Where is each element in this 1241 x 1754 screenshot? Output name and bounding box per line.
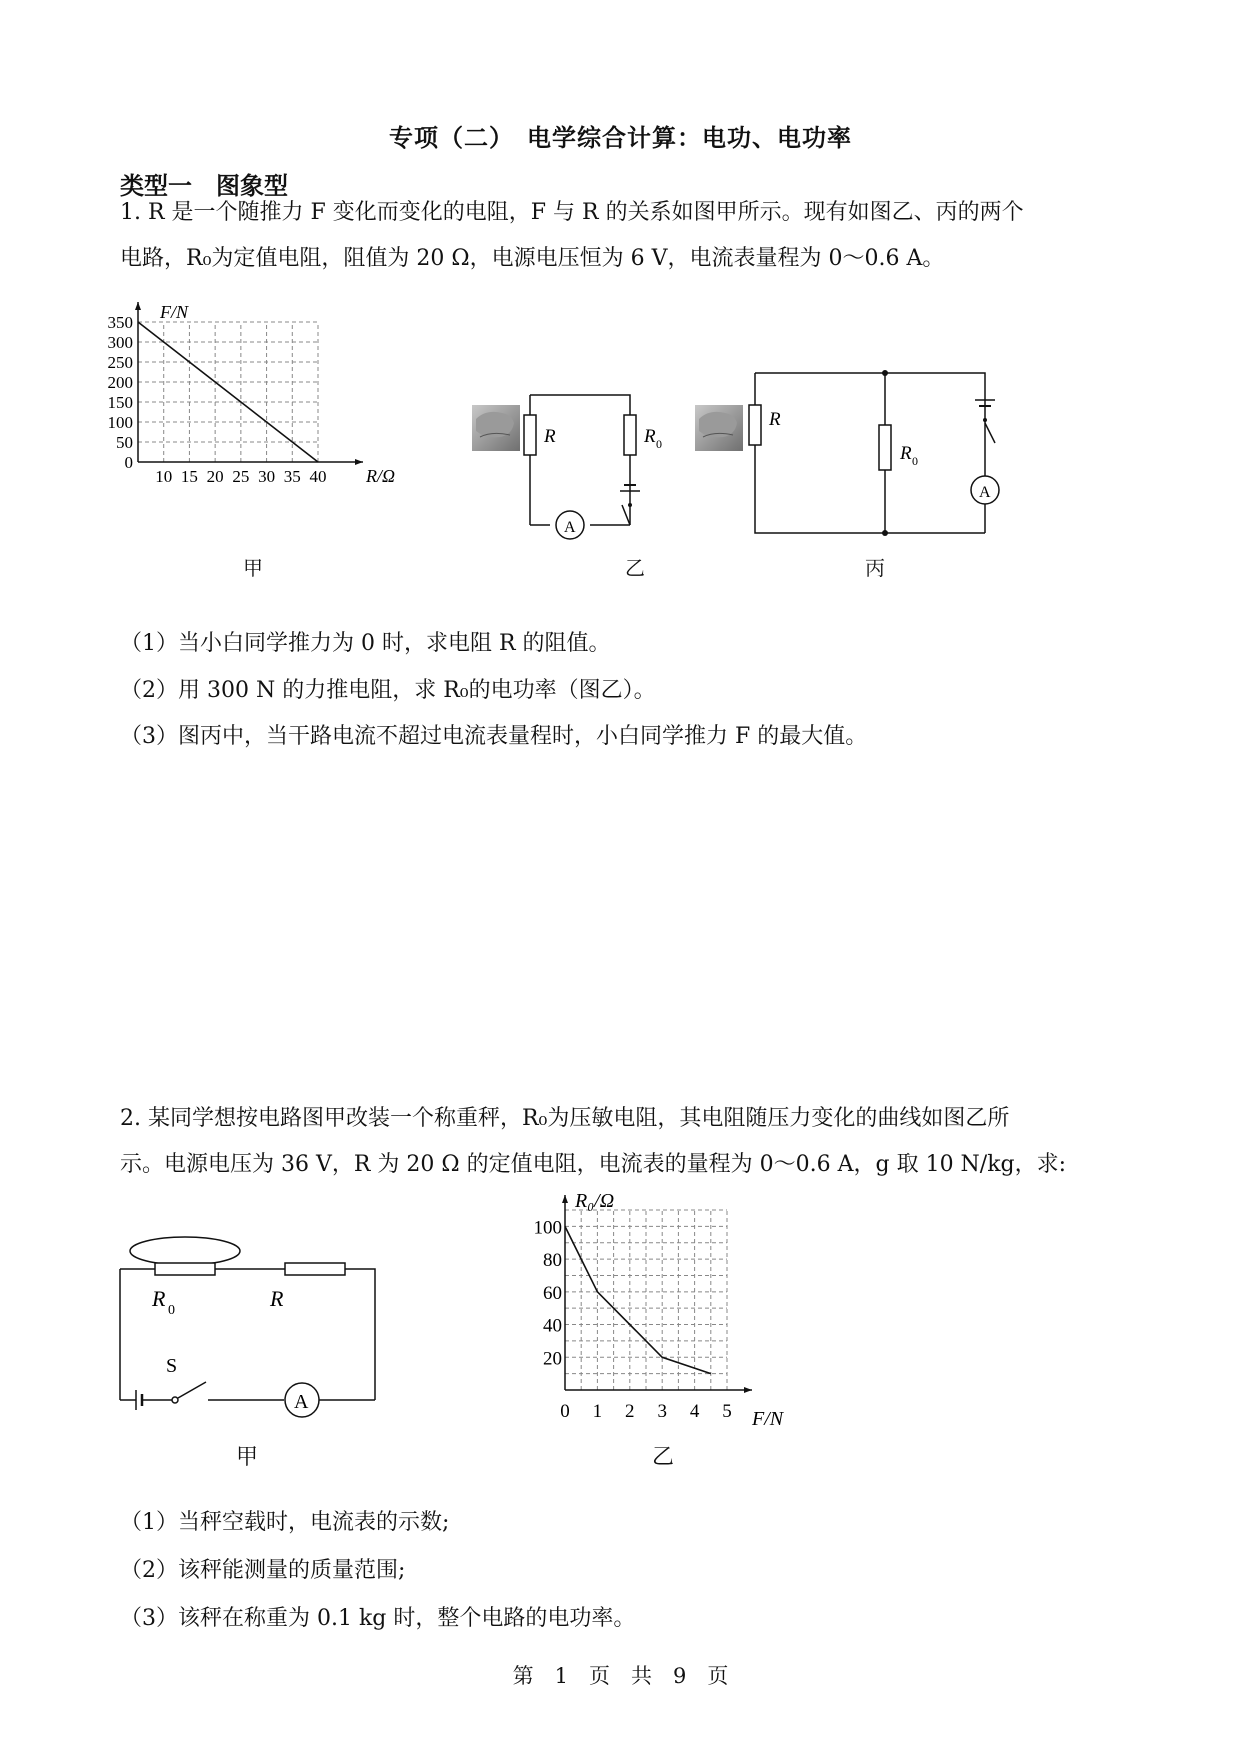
q2-sub3: （3）该秤在称重为 0.1 kg 时，整个电路的电功率。	[120, 1606, 636, 1631]
r0-sub: 0	[656, 437, 662, 451]
y-tick-label: 100	[533, 1217, 562, 1239]
r0-label: R	[644, 426, 656, 447]
resistor-r	[285, 1263, 345, 1275]
q1-stem	[120, 190, 1130, 282]
q2-stem-line2: 示。电源电压为 36 V，R 为 20 Ω 的定值电阻，电流表的量程为 0～0.6 A，g 取 10 N/kg，求:	[120, 1152, 1067, 1177]
q1-stem-line1: 1. R 是一个随推力 F 变化而变化的电阻，F 与 R 的关系如图甲所示。现有如图乙、丙的两个	[120, 200, 1024, 225]
q2-sub1: （1）当秤空载时，电流表的示数;	[120, 1510, 450, 1535]
r-label: R	[270, 1286, 284, 1311]
data-line	[565, 1226, 711, 1373]
q2-stem	[120, 1096, 1130, 1188]
x-tick-label: 15	[180, 467, 198, 486]
y-tick-label: 50	[116, 433, 133, 452]
y-tick-label: 60	[543, 1282, 562, 1304]
r0-label: R	[152, 1286, 166, 1311]
chart-axes	[135, 302, 363, 465]
r0-sub: 0	[168, 1303, 175, 1318]
q1-chart-jia	[108, 300, 408, 540]
ammeter-label: A	[564, 519, 576, 536]
switch-s	[178, 1382, 206, 1398]
y-tick-label: 100	[107, 413, 133, 432]
q1-sub1: （1）当小白同学推力为 0 时，求电阻 R 的阻值。	[120, 631, 611, 656]
q2-circuit-jia	[110, 1230, 390, 1430]
y-tick-label: 20	[543, 1348, 562, 1370]
q2-stem-line1: 2. 某同学想按电路图甲改装一个称重秤，R₀为压敏电阻，其电阻随压力变化的曲线如图乙所	[120, 1106, 1010, 1131]
y-tick-label: 80	[543, 1250, 562, 1272]
switch-label: S	[166, 1355, 178, 1377]
r0-sub: 0	[912, 454, 918, 468]
x-tick-label: 20	[206, 467, 224, 486]
x-tick-label: 2	[625, 1401, 635, 1422]
y-tick-label: 350	[107, 313, 133, 332]
page-title: 专项（二） 电学综合计算：电功、电功率	[389, 124, 852, 152]
data-line	[138, 322, 318, 462]
q2-fig-jia-caption: 甲	[235, 1445, 258, 1470]
x-axis-arrow	[744, 1387, 752, 1393]
x-tick-label: 3	[657, 1401, 667, 1422]
resistor-r	[524, 415, 536, 455]
switch	[622, 505, 630, 525]
q1-circuit-yi	[520, 375, 720, 536]
scale-pan	[130, 1237, 240, 1265]
q1-stem-line2: 电路，R₀为定值电阻，阻值为 20 Ω，电源电压恒为 6 V，电流表量程为 0～0.6 A。	[120, 246, 945, 271]
y-tick-label: 250	[107, 353, 133, 372]
chart-grid	[565, 1210, 727, 1390]
x-tick-label: 25	[232, 467, 250, 486]
q2-chart-yi	[520, 1185, 800, 1435]
resistor-r0	[155, 1263, 215, 1275]
q1-circuit-bing	[745, 365, 991, 545]
x-tick-label: 0	[560, 1401, 570, 1422]
x-tick-label: 1	[592, 1401, 603, 1422]
y-tick-label: 200	[107, 373, 133, 392]
x-tick-label: 4	[689, 1401, 700, 1422]
y-axis-label: R₀/Ω	[575, 1190, 615, 1212]
x-tick-label: 10	[155, 467, 173, 486]
fist-image	[472, 405, 520, 451]
x-axis-arrow	[355, 459, 363, 465]
x-tick-label: 5	[722, 1401, 732, 1422]
x-axis-label: F/N	[752, 1408, 784, 1430]
y-tick-label: 300	[107, 333, 133, 352]
chart-tick-labels	[534, 1217, 732, 1422]
q2-sub2: （2）该秤能测量的质量范围;	[120, 1558, 406, 1583]
x-tick-label: 35	[283, 467, 301, 486]
q1-sub3: （3）图丙中，当干路电流不超过电流表量程时，小白同学推力 F 的最大值。	[120, 724, 868, 749]
fist-image	[695, 405, 743, 451]
r0-label: R	[900, 443, 912, 464]
r-label: R	[544, 426, 556, 447]
resistor-r0	[624, 415, 636, 455]
ammeter-label: A	[294, 1391, 309, 1413]
x-tick-label: 30	[258, 467, 276, 486]
q1-fig-jia-caption: 甲	[243, 556, 263, 580]
y-axis-arrow	[135, 302, 141, 310]
y-axis-label: F/N	[160, 302, 189, 322]
r-label: R	[769, 409, 781, 430]
chart-tick-labels	[108, 313, 327, 486]
x-axis-label: R/Ω	[366, 466, 396, 486]
ammeter-label: A	[979, 484, 991, 501]
page-footer: 第 1 页 共 9 页	[512, 1664, 729, 1688]
chart-axes	[562, 1195, 752, 1393]
x-tick-label: 40	[309, 467, 327, 486]
q1-fig-yi-caption: 乙	[625, 556, 645, 580]
section-heading: 类型一 图象型	[120, 172, 288, 200]
y-tick-label: 40	[543, 1315, 562, 1337]
q1-fig-bing-caption: 丙	[865, 556, 885, 580]
y-tick-label: 150	[107, 393, 133, 412]
y-tick-label: 0	[124, 453, 133, 472]
q1-sub2: （2）用 300 N 的力推电阻，求 R₀的电功率（图乙）。	[120, 678, 656, 703]
q2-fig-yi-caption: 乙	[651, 1445, 674, 1470]
y-axis-arrow	[562, 1195, 568, 1203]
